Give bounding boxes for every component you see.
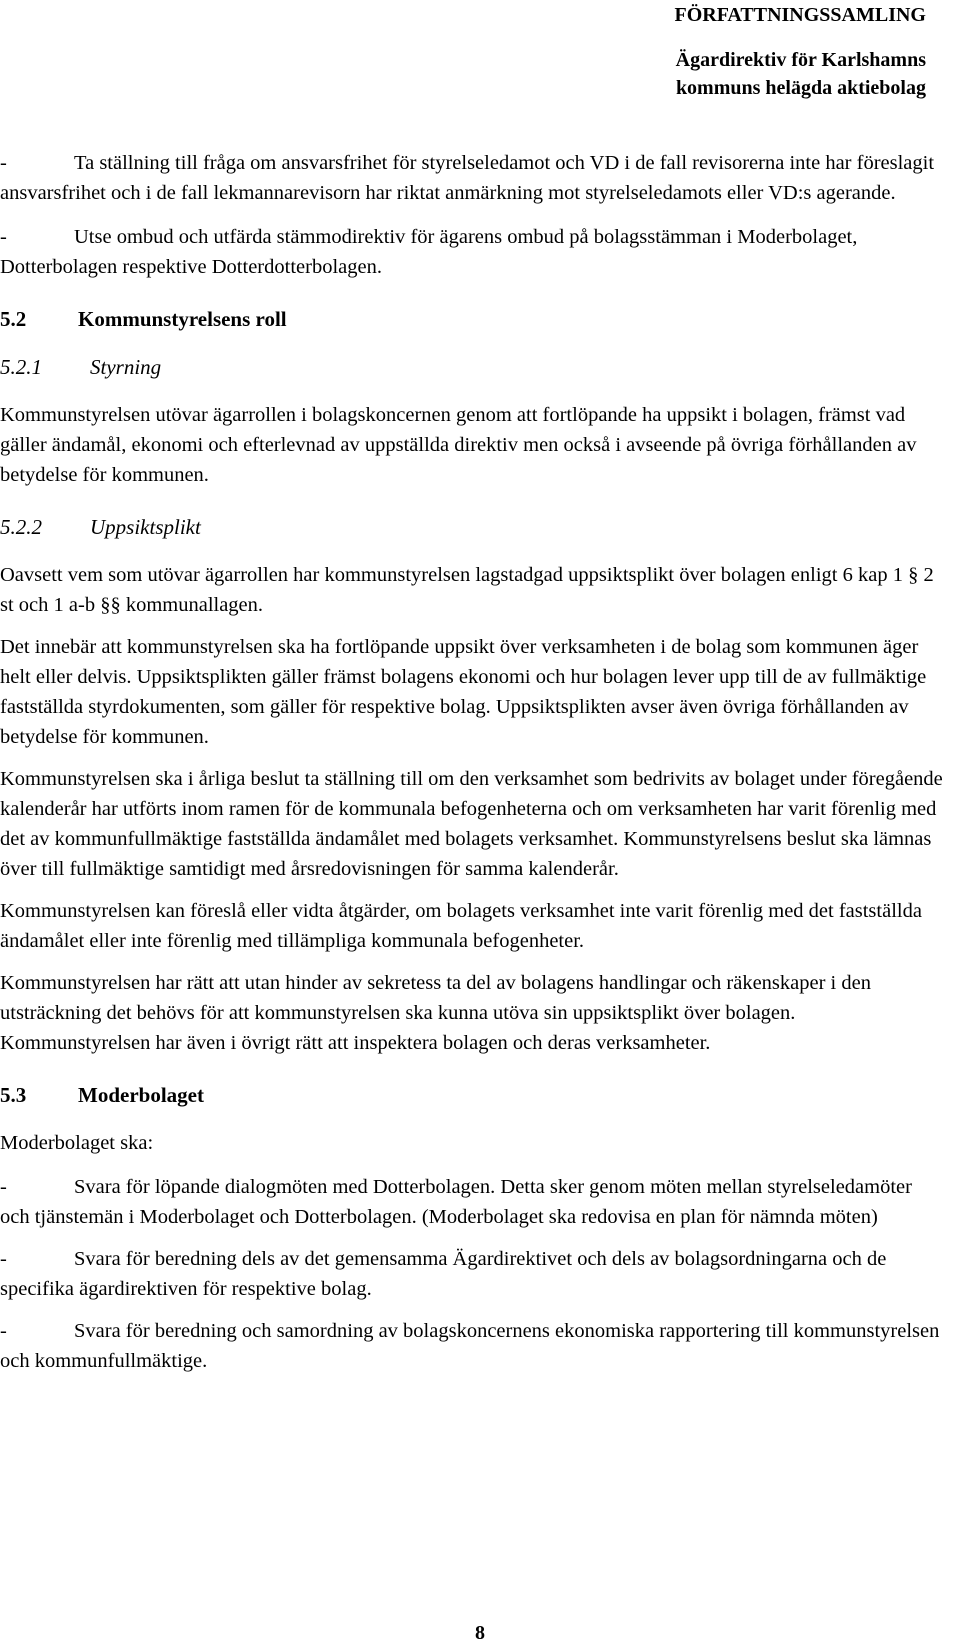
document-body	[0, 148, 945, 1388]
list-item-text: Svara för beredning och samordning av bolagskoncernens ekonomiska rapportering till kommunstyrelsen och kommunfullmäktige.	[0, 1320, 940, 1372]
document-title-line1: Ägardirektiv för Karlshamns	[675, 49, 926, 71]
section-heading-5-2	[0, 304, 945, 334]
dash-marker: -	[0, 1320, 7, 1342]
document-title-line2: kommuns helägda aktiebolag	[675, 77, 926, 99]
paragraph: Oavsett vem som utövar ägarrollen har kommunstyrelsen lagstadgad uppsiktsplikt över bolagen enligt 6 kap 1 § 2 st och 1 a-b §§ kommunallagen.	[0, 564, 934, 616]
section-title: Moderbolaget	[78, 1083, 204, 1107]
section-lead: Moderbolaget ska:	[0, 1132, 154, 1154]
dash-marker: -	[0, 1248, 7, 1270]
list-item	[0, 1172, 945, 1232]
subsection-number: 5.2.1	[0, 355, 42, 379]
paragraph: Kommunstyrelsen utövar ägarrollen i bolagskoncernen genom att fortlöpande ha uppsikt i bolagen, främst vad gäller ändamål, ekonomi och efterlevnad av uppställda direktiv men också i avseende på övriga förhållanden av betydelse för kommunen.	[0, 404, 917, 486]
list-item	[0, 1244, 945, 1304]
list-item-text: Utse ombud och utfärda stämmodirektiv för ägarens ombud på bolagsstämman i Moderbolaget, Dotterbolagen respektive Dotterdotterbolagen.	[0, 226, 858, 278]
list-item	[0, 148, 945, 208]
paragraph: Kommunstyrelsen ska i årliga beslut ta ställning till om den verksamhet som bedrivits av bolaget under föregående kalenderår har utförts inom ramen för de kommunala befogenheterna och om verksamheten har varit förenlig med det av kommunfullmäktige fastställda ändamålet med bolagets verksamhet. Kommunstyrelsens beslut ska lämnas över till fullmäktige samtidigt med årsredovisningen för samma kalenderår.	[0, 768, 943, 880]
subsection-heading-5-2-2	[0, 512, 945, 542]
page-number: 8	[475, 1622, 485, 1644]
section-number: 5.2	[0, 307, 27, 331]
paragraph: Kommunstyrelsen har rätt att utan hinder av sekretess ta del av bolagens handlingar och räkenskaper i den utsträckning det behövs för att kommunstyrelsen ska kunna utöva sin uppsiktsplikt över bolagen. Kommunstyrelsen har även i övrigt rätt att inspektera bolagen och deras verksamheter.	[0, 972, 871, 1054]
list-item-text: Ta ställning till fråga om ansvarsfrihet för styrelseledamot och VD i de fall revisorerna inte har föreslagit ansvarsfrihet och i de fall lekmannarevisorn har riktat anmärkning mot styrelseledamots eller VD:s agerande.	[0, 152, 935, 204]
paragraph: Kommunstyrelsen kan föreslå eller vidta åtgärder, om bolagets verksamhet inte varit förenlig med det fastställda ändamålet eller inte förenlig med tillämpliga kommunala befogenheter.	[0, 900, 922, 952]
dash-marker: -	[0, 1176, 7, 1198]
subsection-heading-5-2-1	[0, 352, 945, 382]
paragraph: Det innebär att kommunstyrelsen ska ha fortlöpande uppsikt över verksamheten i de bolag som kommunen äger helt eller delvis. Uppsiktsplikten gäller främst bolagens ekonomi och hur bolagen lever upp till de av fullmäktige fastställda styrdokumenten, som gäller för respektive bolag. Uppsiktsplikten avser även övriga förhållanden av betydelse för kommunen.	[0, 636, 927, 748]
dash-marker: -	[0, 226, 7, 248]
section-heading-5-3	[0, 1080, 945, 1110]
list-item	[0, 222, 945, 282]
list-item-text: Svara för beredning dels av det gemensamma Ägardirektivet och dels av bolagsordningarna och de specifika ägardirektiven för respektive bolag.	[0, 1248, 887, 1300]
collection-title: FÖRFATTNINGSSAMLING	[674, 4, 926, 26]
subsection-number: 5.2.2	[0, 515, 42, 539]
list-item	[0, 1316, 945, 1376]
dash-marker: -	[0, 152, 7, 174]
section-title: Kommunstyrelsens roll	[78, 307, 287, 331]
list-item-text: Svara för löpande dialogmöten med Dotterbolagen. Detta sker genom möten mellan styrelseledamöter och tjänstemän i Moderbolaget och Dotterbolagen. (Moderbolaget ska redovisa en plan för nämnda möten)	[0, 1176, 912, 1228]
section-number: 5.3	[0, 1083, 27, 1107]
subsection-title: Styrning	[90, 355, 162, 379]
subsection-title: Uppsiktsplikt	[90, 515, 201, 539]
